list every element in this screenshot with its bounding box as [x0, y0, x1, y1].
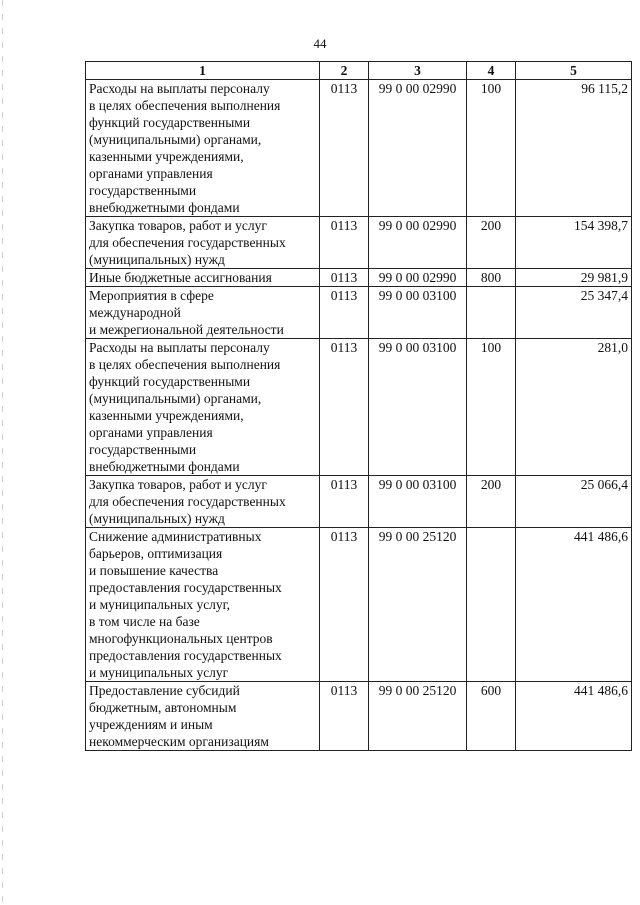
row-amount: 281,0: [516, 339, 632, 476]
row-target-article: 99 0 00 03100: [369, 287, 467, 339]
row-amount: 25 066,4: [516, 476, 632, 528]
row-expense-type: 200: [467, 217, 516, 269]
table-row: [86, 217, 632, 269]
table-row: [86, 682, 632, 751]
row-amount: 441 486,6: [516, 528, 632, 682]
budget-table: [85, 61, 632, 751]
row-section: 0113: [320, 80, 369, 217]
row-target-article: 99 0 00 02990: [369, 269, 467, 287]
row-target-article: 99 0 00 02990: [369, 217, 467, 269]
row-name: Снижение административных барьеров, оптимизация и повышение качества предоставления государственных и муниципальных услуг, в том числе на базе многофункциональных центров предоставления государственных и муниципальных услуг: [86, 528, 320, 682]
header-col-2: 2: [320, 62, 369, 80]
table-row: [86, 528, 632, 682]
row-target-article: 99 0 00 03100: [369, 339, 467, 476]
row-name: Закупка товаров, работ и услуг для обеспечения государственных (муниципальных) нужд: [86, 217, 320, 269]
row-name: Предоставление субсидий бюджетным, автономным учреждениям и иным некоммерческим организациям: [86, 682, 320, 751]
row-section: 0113: [320, 682, 369, 751]
header-col-5: 5: [516, 62, 632, 80]
row-amount: 25 347,4: [516, 287, 632, 339]
row-name: Расходы на выплаты персоналу в целях обеспечения выполнения функций государственными (муниципальными) органами, казенными учреждениями, органами управления государственными внебюджетными фондами: [86, 339, 320, 476]
row-name: Иные бюджетные ассигнования: [86, 269, 320, 287]
header-col-3: 3: [369, 62, 467, 80]
row-target-article: 99 0 00 25120: [369, 682, 467, 751]
table-header: [86, 62, 632, 80]
row-amount: 154 398,7: [516, 217, 632, 269]
row-expense-type: 100: [467, 80, 516, 217]
page-number: 44: [313, 36, 327, 51]
row-expense-type: 200: [467, 476, 516, 528]
row-section: 0113: [320, 339, 369, 476]
row-target-article: 99 0 00 02990: [369, 80, 467, 217]
table-body: [86, 80, 632, 751]
row-expense-type: 800: [467, 269, 516, 287]
row-name: Закупка товаров, работ и услуг для обеспечения государственных (муниципальных) нужд: [86, 476, 320, 528]
table-row: [86, 269, 632, 287]
row-amount: 29 981,9: [516, 269, 632, 287]
row-section: 0113: [320, 269, 369, 287]
row-amount: 96 115,2: [516, 80, 632, 217]
row-section: 0113: [320, 287, 369, 339]
row-expense-type: [467, 287, 516, 339]
row-target-article: 99 0 00 03100: [369, 476, 467, 528]
row-amount: 441 486,6: [516, 682, 632, 751]
scan-edge: [2, 0, 3, 905]
table-row: [86, 287, 632, 339]
row-expense-type: [467, 528, 516, 682]
row-target-article: 99 0 00 25120: [369, 528, 467, 682]
row-expense-type: 100: [467, 339, 516, 476]
table-row: [86, 80, 632, 217]
header-col-1: 1: [86, 62, 320, 80]
row-name: Мероприятия в сфере международной и межрегиональной деятельности: [86, 287, 320, 339]
row-expense-type: 600: [467, 682, 516, 751]
row-name: Расходы на выплаты персоналу в целях обеспечения выполнения функций государственными (муниципальными) органами, казенными учреждениями, органами управления государственными внебюджетными фондами: [86, 80, 320, 217]
row-section: 0113: [320, 476, 369, 528]
row-section: 0113: [320, 528, 369, 682]
row-section: 0113: [320, 217, 369, 269]
header-row: [86, 62, 632, 80]
table-row: [86, 339, 632, 476]
header-col-4: 4: [467, 62, 516, 80]
table-row: [86, 476, 632, 528]
